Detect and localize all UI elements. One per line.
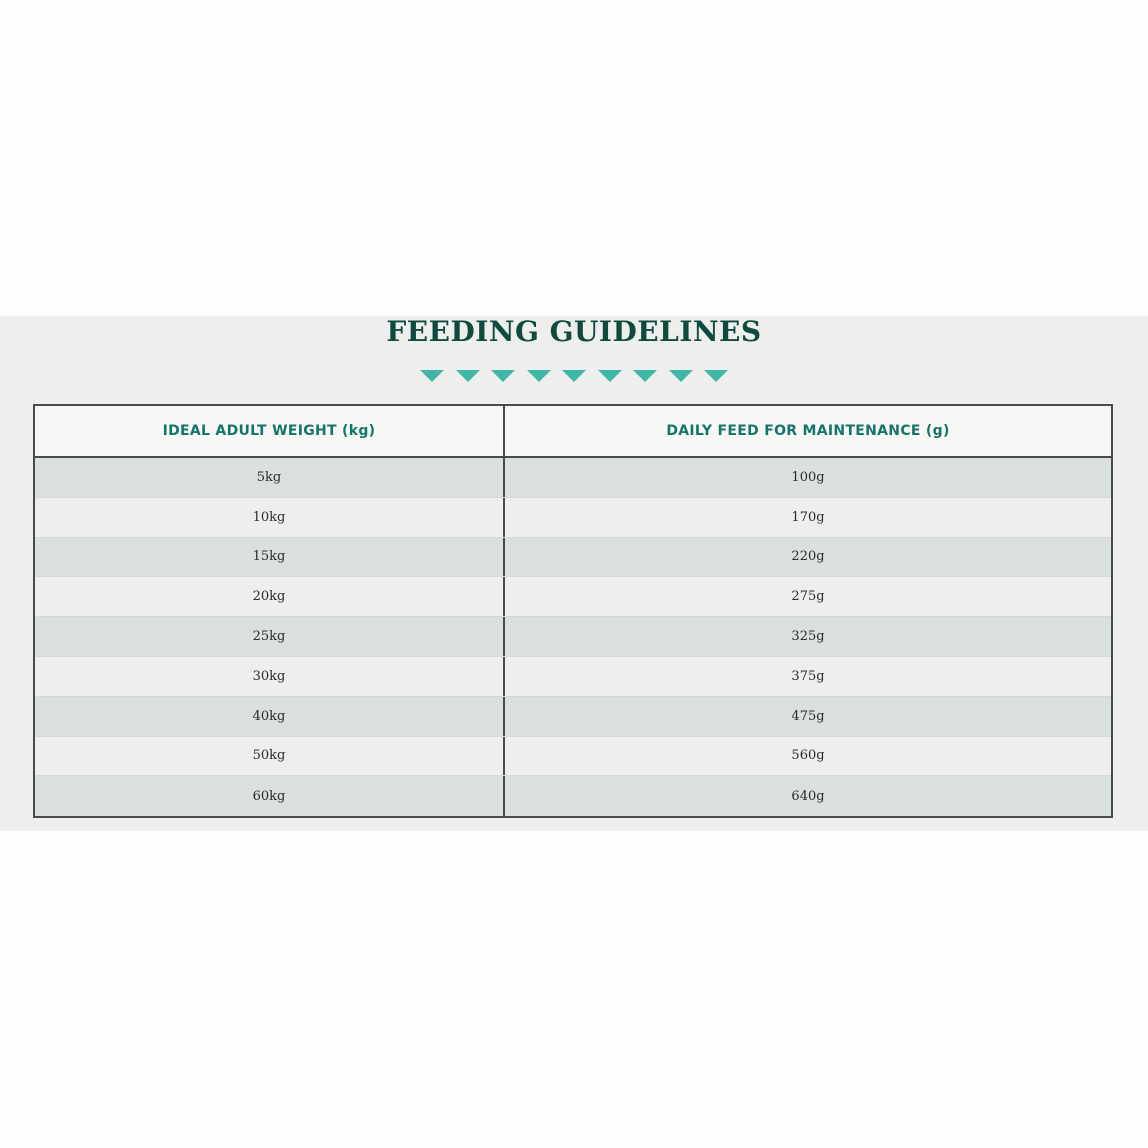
table-row [35, 657, 1111, 697]
table-row [35, 458, 1111, 498]
triangle-down-icon [669, 370, 693, 382]
triangle-down-icon [456, 370, 480, 382]
weight-cell: 60kg [35, 776, 505, 816]
weight-cell: 50kg [35, 737, 505, 776]
feed-cell: 220g [791, 549, 825, 565]
feed-cell: 275g [791, 589, 825, 605]
triangle-down-icon [562, 370, 586, 382]
table-row [35, 697, 1111, 737]
table-row [35, 498, 1111, 538]
weight-cell: 15kg [35, 538, 505, 577]
weight-cell: 5kg [35, 458, 505, 497]
feed-cell: 325g [791, 629, 825, 645]
table-row [35, 617, 1111, 657]
table-header-row [35, 406, 1111, 458]
triangle-down-icon [420, 370, 444, 382]
feed-cell: 560g [791, 748, 825, 764]
triangle-down-icon [527, 370, 551, 382]
decorative-divider [420, 370, 728, 388]
feed-cell: 375g [791, 668, 825, 684]
weight-cell: 40kg [35, 697, 505, 736]
weight-cell: 25kg [35, 617, 505, 656]
weight-cell: 10kg [35, 498, 505, 537]
triangle-down-icon [704, 370, 728, 382]
header-weight: IDEAL ADULT WEIGHT (kg) [35, 406, 505, 456]
table-row [35, 737, 1111, 777]
header-daily-feed: DAILY FEED FOR MAINTENANCE (g) [666, 423, 950, 439]
weight-cell: 30kg [35, 657, 505, 696]
feed-cell: 475g [791, 708, 825, 724]
section-title: FEEDING GUIDELINES [386, 315, 762, 348]
feed-cell: 100g [791, 469, 825, 485]
table-row [35, 538, 1111, 578]
weight-cell: 20kg [35, 577, 505, 616]
table-row [35, 776, 1111, 816]
triangle-down-icon [491, 370, 515, 382]
table-row [35, 577, 1111, 617]
feed-cell: 170g [791, 509, 825, 525]
feed-cell: 640g [791, 788, 825, 804]
feeding-table [33, 404, 1113, 818]
triangle-down-icon [598, 370, 622, 382]
triangle-down-icon [633, 370, 657, 382]
